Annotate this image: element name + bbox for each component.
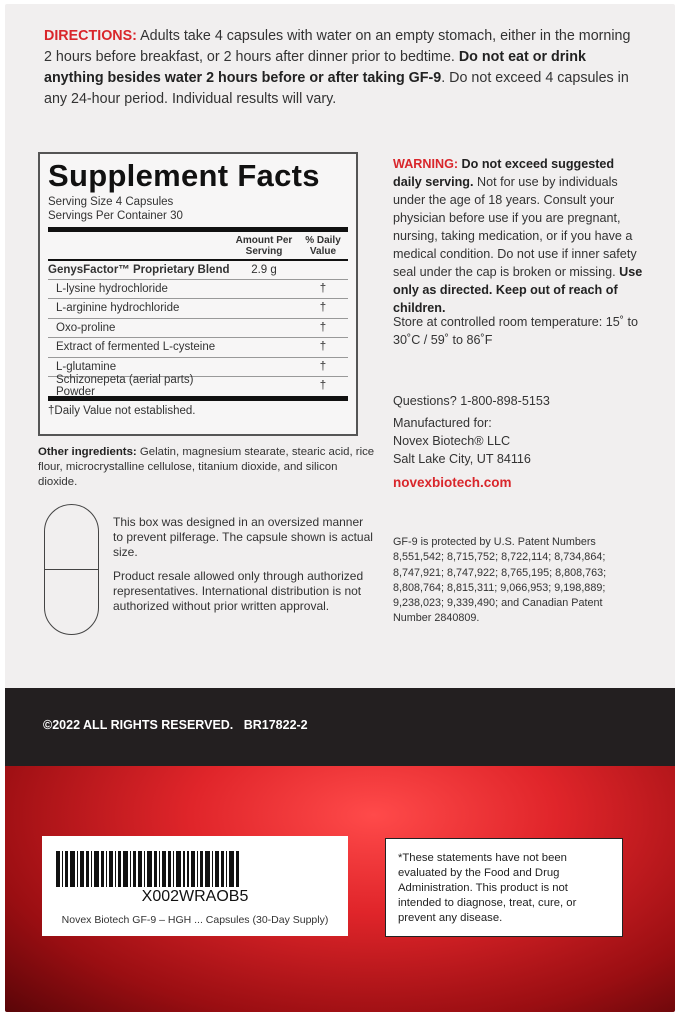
barcode-bar xyxy=(62,851,63,887)
barcode-bar xyxy=(130,851,131,887)
barcode-bar xyxy=(147,851,152,887)
capsule-note: This box was designed in an oversized manner to prevent pilferage. The capsule shown is actual size. xyxy=(113,515,373,559)
servings-per-container: Servings Per Container 30 xyxy=(48,210,183,222)
barcode-bar xyxy=(70,851,75,887)
manufacturer: Manufactured for: Novex Biotech® LLC Salt Lake City, UT 84116 novexbiotech.com xyxy=(393,414,643,492)
barcode-bar xyxy=(162,851,166,887)
capsule-outline-icon xyxy=(44,504,99,635)
ingredient-row: Oxo-proline † xyxy=(48,318,348,338)
storage: Store at controlled room temperature: 15˚ to 30˚C / 59˚ to 86˚F xyxy=(393,315,639,347)
copyright: ©2022 ALL RIGHTS RESERVED. BR17822-2 xyxy=(43,718,308,732)
directions: DIRECTIONS: Adults take 4 capsules with water on an empty stomach, either in the morning 2 hours before breakfast, or 2 hours after dinner prior to bedtime. Do not eat or drink anything besides water 2 hours before or after taking GF-9. Do not exceed 4 capsules in any 24-hour period. Individual results will vary. xyxy=(44,28,631,107)
barcode-bar xyxy=(65,851,68,887)
warning: WARNING: Do not exceed suggested daily serving. Not for use by individuals under the age of 18 years. Consult your physician before use if you are pregnant, nursing, taking medication, or if you have a medical condition. Do not use if inner safety seal under the cap is broken or missing. Use only as directed. Keep out of reach of children. xyxy=(393,157,643,315)
fda-disclaimer: *These statements have not been evaluated by the Food and Drug Administration. This product is not intended to diagnose, treat, cure, or prevent any disease. xyxy=(385,838,623,937)
barcode-bar xyxy=(236,851,239,887)
barcode-bar xyxy=(91,851,92,887)
amount-header: Amount Per Serving xyxy=(235,235,293,257)
barcode-bar xyxy=(56,851,60,887)
barcode-bar xyxy=(154,851,157,887)
barcode-bar xyxy=(101,851,104,887)
product-box-back xyxy=(5,4,675,1012)
barcode-bar xyxy=(80,851,84,887)
barcode-bar xyxy=(197,851,198,887)
ingredient-row: Schizonepeta (aerial parts) Powder † xyxy=(48,376,348,396)
barcode-bar xyxy=(109,851,113,887)
barcode-bar xyxy=(115,851,116,887)
barcode-bar xyxy=(123,851,128,887)
barcode-bar xyxy=(215,851,219,887)
barcode-bar xyxy=(183,851,184,887)
barcode-bar xyxy=(221,851,224,887)
facts-title: Supplement Facts xyxy=(48,158,320,193)
ingredient-row: Extract of fermented L-cysteine † xyxy=(48,337,348,357)
barcode-number: X002WRAOB5 xyxy=(141,888,249,905)
barcode-bar xyxy=(118,851,121,887)
barcode-bar xyxy=(212,851,213,887)
barcode-bar xyxy=(144,851,145,887)
supplement-facts-panel xyxy=(38,152,358,436)
barcode-bar xyxy=(159,851,160,887)
ingredient-row: L-glutamine † xyxy=(48,357,348,377)
barcode-bar xyxy=(106,851,107,887)
barcode-bar xyxy=(191,851,195,887)
barcode-bar xyxy=(226,851,227,887)
ingredient-row: L-lysine hydrochloride † xyxy=(48,279,348,299)
ingredient-row: L-arginine hydrochloride † xyxy=(48,298,348,318)
barcode-bar xyxy=(77,851,78,887)
barcode-product-label: Novex Biotech GF-9 – HGH ... Capsules (30-Day Supply) xyxy=(61,914,329,926)
barcode-bar xyxy=(173,851,174,887)
barcode-bar xyxy=(168,851,171,887)
barcode-bar xyxy=(133,851,136,887)
blend-row: GenysFactor™ Proprietary Blend 2.9 g xyxy=(48,259,348,279)
barcode-bar xyxy=(176,851,181,887)
barcode-bar xyxy=(200,851,203,887)
barcode-bar xyxy=(86,851,89,887)
serving-size: Serving Size 4 Capsules xyxy=(48,196,174,208)
facts-footnote: †Daily Value not established. xyxy=(48,404,196,417)
barcode-bar xyxy=(138,851,142,887)
website-link[interactable]: novexbiotech.com xyxy=(393,475,512,490)
barcode-bar xyxy=(94,851,99,887)
resale-note: Product resale allowed only through authorized representatives. International distribution is not authorized without prior written approval. xyxy=(113,569,364,613)
barcode-bar xyxy=(229,851,234,887)
other-ingredients: Other ingredients: Gelatin, magnesium stearate, stearic acid, rice flour, microcrystalline cellulose, titanium dioxide, and silicon dioxide. xyxy=(38,446,375,488)
dv-header: % Daily Value xyxy=(305,235,341,257)
barcode-bar xyxy=(205,851,210,887)
patent-info: GF-9 is protected by U.S. Patent Numbers 8,551,542; 8,715,752; 8,722,114; 8,734,864; 8,747,921; 8,747,922; 8,765,195; 8,808,763; 8,808,764; 8,815,311; 9,066,953; 9,198,889; 9,238,023; 9,339,490; and Canadian Patent Number 2840809. xyxy=(393,536,607,625)
barcode-bar xyxy=(187,851,190,887)
barcode-label xyxy=(42,836,348,936)
questions-phone: Questions? 1-800-898-5153 xyxy=(393,394,550,408)
barcode-icon xyxy=(56,851,336,887)
